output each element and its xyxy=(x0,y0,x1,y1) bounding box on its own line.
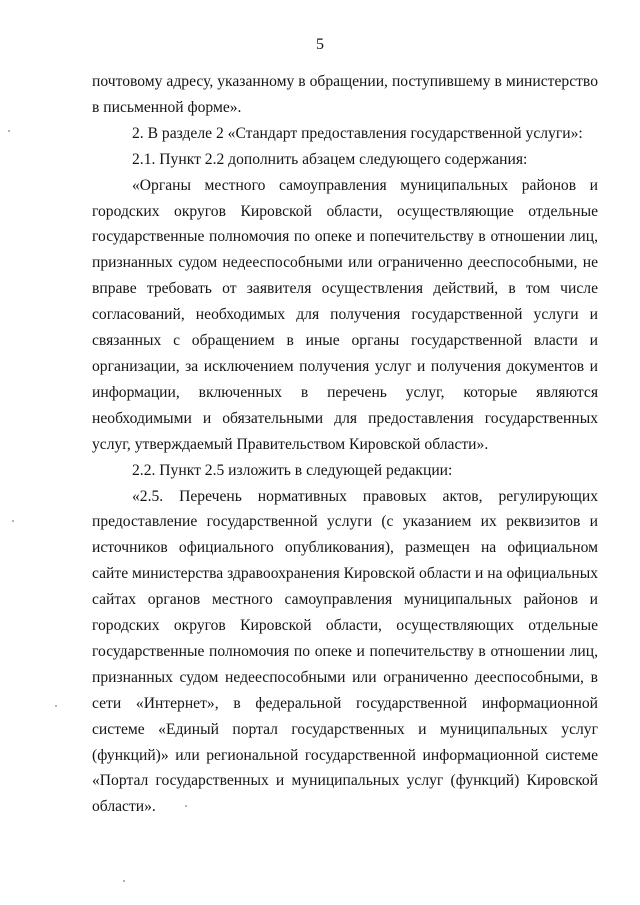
scan-speck xyxy=(55,705,57,707)
page-number: 5 xyxy=(316,36,324,53)
scan-speck xyxy=(123,880,125,882)
scan-speck xyxy=(185,805,187,807)
paragraph-quote-2-5: «2.5. Перечень нормативных правовых актов, регулирующих предоставление государственной услуги (с указанием их реквизитов и источников официального опубликования), размещен на официальном сайте министерства здравоохранения Кировской области и на официальных сайтах органов местного самоуправления муниципальных районов и городских округов Кировской области, осуществляющих отдельные государственные полномочия по опеке и попечительству в отношении лиц, признанных судом недееспособными или ограниченно дееспособными, в сети «Интернет», в федеральной государственной информационной системе «Единый портал государственных и муниципальных услуг (функций)» или региональной государственной информационной системе «Портал государственных и муниципальных услуг (функций) Кировской области». xyxy=(92,487,598,816)
paragraph-item-2-2: 2.2. Пункт 2.5 изложить в следующей редакции: xyxy=(132,461,453,479)
scan-speck xyxy=(12,520,14,522)
paragraph-quote-organs: «Органы местного самоуправления муниципальных районов и городских округов Кировской области, осуществляющие отдельные государственные полномочия по опеке и попечительству в отношении лиц, признанных судом недееспособными или ограниченно дееспособными, не вправе требовать от заявителя осуществления действий, в том числе согласований, необходимых для получения государственной услуги и связанных с обращением в иные органы государственной власти и организации, за исключением получения услуг и получения документов и информации, включенных в перечень услуг, которые являются необходимыми и обязательными для предоставления государственных услуг, утверждаемый Правительством Кировской области». xyxy=(92,176,598,453)
paragraph-section-2: 2. В разделе 2 «Стандарт предоставления государственной услуги»: xyxy=(132,124,583,142)
scan-speck xyxy=(8,130,10,132)
paragraph-item-2-1: 2.1. Пункт 2.2 дополнить абзацем следующего содержания: xyxy=(132,150,528,168)
document-body xyxy=(92,69,598,820)
paragraph-continuation: почтовому адресу, указанному в обращении, поступившему в министерство в письменной форме». xyxy=(92,73,598,116)
